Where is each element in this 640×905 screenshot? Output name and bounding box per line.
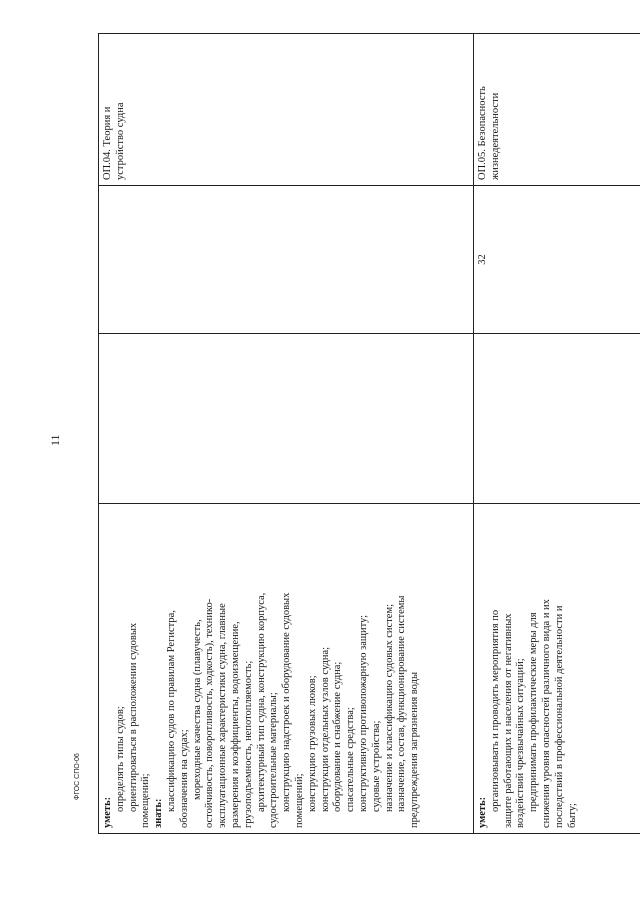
table-row — [474, 34, 640, 834]
hours-max-cell — [99, 334, 474, 504]
discipline-title: ОП.04. Теория и — [102, 106, 113, 180]
requirements-cell — [474, 504, 640, 834]
znat-heading: знать: — [153, 798, 165, 828]
knowledge-item: назначение и классификацию судовых систем; — [383, 603, 395, 812]
discipline-title: устройство судна — [114, 102, 126, 180]
knowledge-item: обозначения на судах; — [178, 729, 190, 828]
requirement-item: последствий в профессиональной деятельности и — [553, 605, 565, 828]
knowledge-item: предупреждения загрязнения воды — [409, 671, 421, 828]
discipline-title: ОП.05. Безопасность — [477, 86, 488, 180]
umet-heading: уметь: — [477, 796, 488, 828]
requirement-item: организовывать и проводить мероприятия по — [489, 609, 501, 812]
requirement-item: помещений; — [140, 773, 152, 828]
knowledge-item: архитектурный тип судна, конструкцию корпуса, — [255, 592, 267, 812]
knowledge-item: оборудование и снабжение судна; — [332, 661, 344, 812]
requirement-item: определять типы судов; — [114, 706, 126, 812]
competency-table — [98, 33, 640, 834]
knowledge-item: конструкцию надстроек и оборудование судовых — [281, 592, 293, 812]
competency-table-rotated — [98, 34, 598, 834]
knowledge-item: конструкции отдельных узлов судна; — [319, 646, 331, 812]
footer-code: ФГОС СПО-06 — [74, 753, 81, 800]
requirement-item: быту; — [566, 803, 578, 828]
knowledge-item: конструкцию грузовых люков; — [306, 675, 318, 812]
competency-table-wrapper — [98, 34, 598, 834]
hours-obligatory-cell — [99, 186, 474, 334]
knowledge-item: судовые устройства; — [370, 720, 382, 812]
hours-max-cell — [474, 334, 640, 504]
hours-obligatory-cell: 32 — [474, 186, 640, 334]
knowledge-item: мореходные качества судна (плавучесть, — [191, 619, 203, 800]
table-row — [99, 34, 474, 834]
knowledge-item: классификацию судов по правилам Регистра, — [165, 610, 177, 812]
requirement-item: защите работающих и населения от негативных — [502, 613, 514, 828]
umet-heading: уметь: — [102, 796, 113, 828]
knowledge-item: судостроительные материалы; — [268, 692, 280, 828]
knowledge-item: остойчивость, поворотливость, ходкость), технико- — [204, 598, 216, 828]
discipline-title: жизнедеятельности — [489, 92, 501, 180]
knowledge-item: размерения и коэффициенты, водоизмещение, — [229, 621, 241, 828]
page-number: 11 — [48, 434, 62, 446]
requirement-item: ориентироваться в расположении судовых — [127, 622, 139, 812]
discipline-cell — [474, 34, 640, 186]
knowledge-item: эксплуатационные характеристики судна, главные — [217, 603, 229, 828]
requirements-cell — [99, 504, 474, 834]
knowledge-item: грузоподъемность, непотопляемость; — [242, 660, 254, 828]
discipline-cell — [99, 34, 474, 186]
knowledge-item: конструктивную противопожарную защиту; — [357, 614, 369, 812]
requirement-item: снижения уровня опасностей различного вида и их — [540, 599, 552, 828]
knowledge-item: спасательные средства; — [345, 707, 357, 812]
requirement-item: предпринимать профилактические меры для — [528, 612, 540, 812]
requirement-item: воздействий чрезвычайных ситуаций; — [515, 658, 527, 828]
knowledge-item: назначение, состав, функционирование системы — [396, 595, 408, 812]
knowledge-item: помещений; — [293, 773, 305, 828]
